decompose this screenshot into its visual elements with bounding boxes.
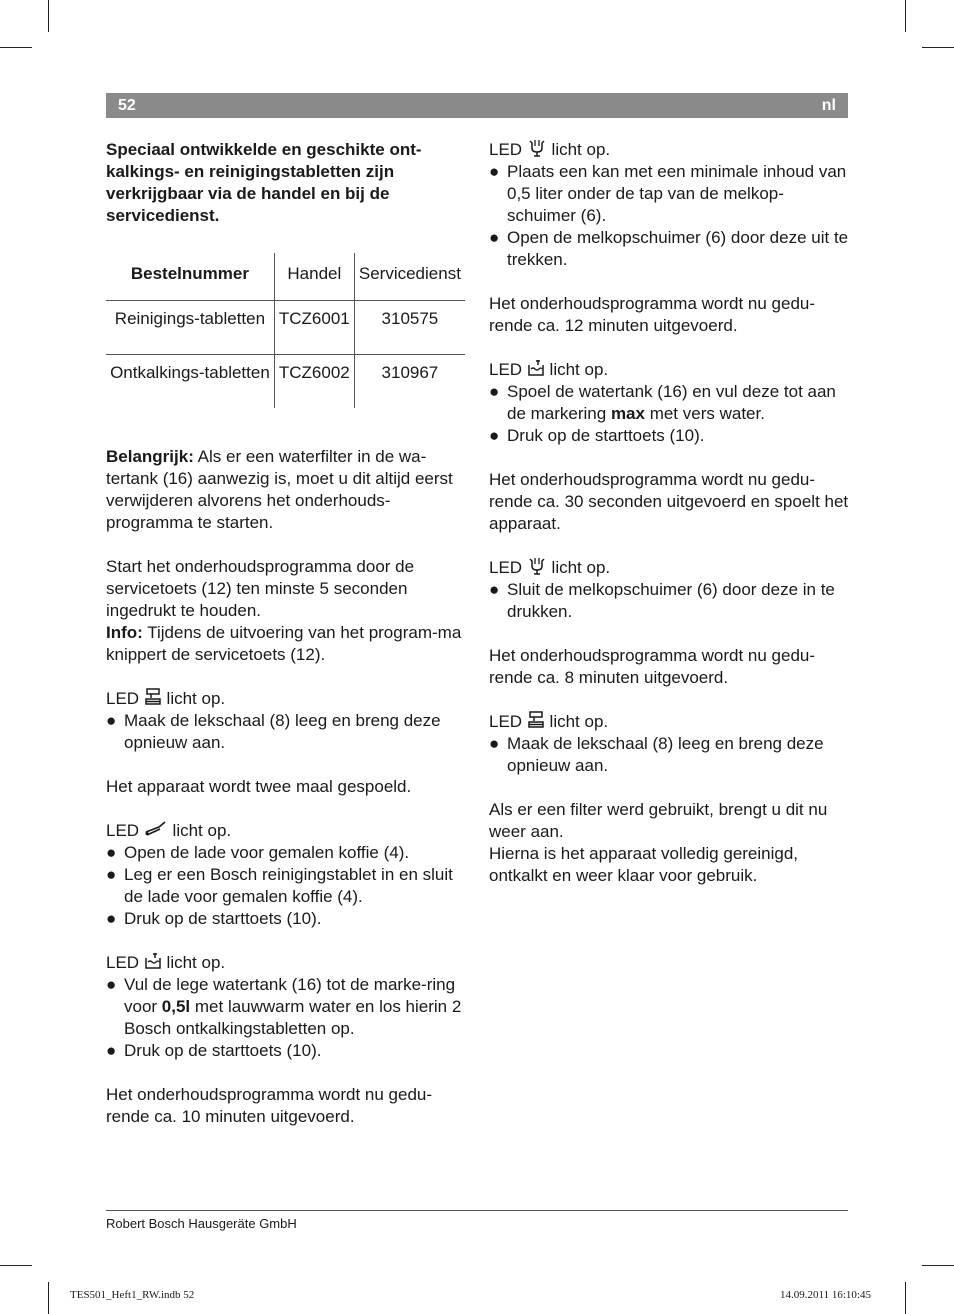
led-line: LED licht op. xyxy=(489,712,609,731)
duration-text: Het onderhoudsprogramma wordt nu gedu-rende ca. 8 minuten uitgevoerd. xyxy=(489,646,816,687)
left-column xyxy=(106,139,468,1128)
list-item: ● Druk op de starttoets (10). xyxy=(106,909,322,928)
bullet: ● xyxy=(106,711,117,730)
crop-mark xyxy=(922,1265,954,1266)
bullet: ● xyxy=(489,734,500,753)
list-item: ● Leg er een Bosch reinigingstablet in en sluit de lade voor gemalen koffie (4). xyxy=(106,865,453,906)
milk-frother-icon xyxy=(527,139,547,157)
info-label: Info: xyxy=(106,623,143,642)
duration-text: Het onderhoudsprogramma wordt nu gedu-rende ca. 12 minuten uitgevoerd. xyxy=(489,294,816,335)
led-line: LED licht op. xyxy=(489,140,611,159)
list-item: ● Sluit de melkopschuimer (6) door deze in te drukken. xyxy=(489,580,835,621)
led-line: LED licht op. xyxy=(106,689,226,708)
filter-text: Als er een filter werd gebruikt, brengt u dit nu weer aan. xyxy=(489,800,828,841)
led-line: LED licht op. xyxy=(106,821,232,840)
intro-text: Speciaal ontwikkelde en geschikte ont-kalkings- en reinigingstabletten zijn verkrijgbaar via de handel en bij de servicedienst. xyxy=(106,140,422,225)
crop-mark xyxy=(905,0,906,32)
duration-text: Het onderhoudsprogramma wordt nu gedu-rende ca. 10 minuten uitgevoerd. xyxy=(106,1085,433,1126)
order-number-table xyxy=(106,253,465,408)
rinse-text: Het apparaat wordt twee maal gespoeld. xyxy=(106,777,412,796)
right-column xyxy=(489,139,851,887)
bullet: ● xyxy=(489,382,500,401)
water-tank-icon xyxy=(144,952,162,970)
table-header-cell: Bestelnummer xyxy=(106,253,274,301)
led-line: LED licht op. xyxy=(489,360,609,379)
table-cell: TCZ6002 xyxy=(274,355,354,409)
crop-mark xyxy=(48,1282,49,1314)
print-slug-file: TES501_Heft1_RW.indb 52 xyxy=(70,1289,195,1301)
table-cell: 310967 xyxy=(354,355,465,409)
table-header-cell: Handel xyxy=(274,253,354,301)
important-note: Belangrijk: Als er een waterfilter in de wa-tertank (16) aanwezig is, moet u dit altijd eerst verwijderen alvorens het onderhouds-programma te starten. xyxy=(106,447,453,532)
list-item: ● Druk op de starttoets (10). xyxy=(106,1041,322,1060)
crop-mark xyxy=(905,1282,906,1314)
table-cell: TCZ6001 xyxy=(274,301,354,355)
bullet: ● xyxy=(489,580,500,599)
footer-divider xyxy=(106,1210,848,1211)
crop-mark xyxy=(48,0,49,32)
list-item: ● Maak de lekschaal (8) leeg en breng deze opnieuw aan. xyxy=(106,711,441,752)
list-item: ● Open de lade voor gemalen koffie (4). xyxy=(106,843,410,862)
drip-tray-icon xyxy=(527,711,545,729)
table-cell: Reinigings-tabletten xyxy=(106,301,274,355)
page-header-bar xyxy=(106,93,848,118)
info-note: Info: Tijdens de uitvoering van het program-ma knippert de servicetoets (12). xyxy=(106,623,462,664)
list-item: ● Vul de lege watertank (16) tot de marke-ring voor 0,5l met lauwwarm water en los hierin 2 Bosch ontkalkingstabletten op. xyxy=(106,975,462,1038)
table-cell: Ontkalkings-tabletten xyxy=(110,363,270,382)
water-tank-icon xyxy=(527,359,545,377)
crop-mark xyxy=(0,1265,32,1266)
final-text: Hierna is het apparaat volledig gereinigd, ontkalkt en weer klaar voor gebruik. xyxy=(489,844,799,885)
table-header-row xyxy=(106,253,465,301)
duration-text: Het onderhoudsprogramma wordt nu gedu-rende ca. 30 seconden uitgevoerd en spoelt het apparaat. xyxy=(489,470,849,533)
milk-frother-icon xyxy=(527,557,547,575)
important-label: Belangrijk: xyxy=(106,447,194,466)
list-item: ● Spoel de watertank (16) en vul deze tot aan de markering max met vers water. xyxy=(489,382,836,423)
list-item: ● Maak de lekschaal (8) leeg en breng deze opnieuw aan. xyxy=(489,734,824,775)
crop-mark xyxy=(922,47,954,48)
bullet: ● xyxy=(106,1041,117,1060)
print-slug-date: 14.09.2011 16:10:45 xyxy=(780,1289,871,1301)
crop-mark xyxy=(0,47,32,48)
table-header-cell: Servicedienst xyxy=(354,253,465,301)
bullet: ● xyxy=(106,865,117,884)
table-row xyxy=(106,301,465,355)
grounds-drawer-icon xyxy=(144,820,168,838)
list-item: ● Druk op de starttoets (10). xyxy=(489,426,705,445)
table-cell: 310575 xyxy=(354,301,465,355)
start-instruction: Start het onderhoudsprogramma door de servicetoets (12) ten minste 5 seconden ingedrukt te houden. xyxy=(106,557,415,620)
list-item: ● Plaats een kan met een minimale inhoud van 0,5 liter onder de tap van de melkop-schuimer (6). xyxy=(489,162,847,225)
led-line: LED licht op. xyxy=(106,953,226,972)
bullet: ● xyxy=(106,909,117,928)
bullet: ● xyxy=(489,228,500,247)
bullet: ● xyxy=(489,162,500,181)
bullet: ● xyxy=(106,975,117,994)
drip-tray-icon xyxy=(144,688,162,706)
table-row xyxy=(106,355,465,409)
list-item: ● Open de melkopschuimer (6) door deze uit te trekken. xyxy=(489,228,849,269)
bullet: ● xyxy=(106,843,117,862)
bullet: ● xyxy=(489,426,500,445)
led-line: LED licht op. xyxy=(489,558,611,577)
footer-company: Robert Bosch Hausgeräte GmbH xyxy=(106,1216,297,1231)
language-code: nl xyxy=(821,96,836,114)
page-number: 52 xyxy=(118,96,136,114)
